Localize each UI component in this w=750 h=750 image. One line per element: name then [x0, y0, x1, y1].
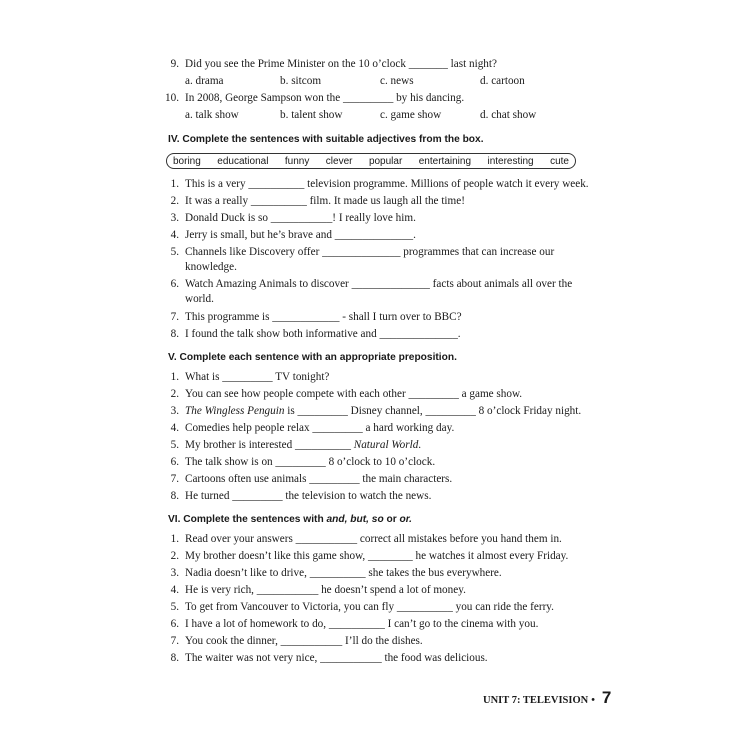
heading-text: or — [383, 514, 400, 525]
section-6-heading — [168, 513, 412, 526]
word-box-item: interesting — [487, 155, 534, 167]
item-number: 1. — [170, 533, 179, 545]
item-number: 8. — [170, 490, 179, 502]
item-number: 6. — [170, 278, 179, 290]
item-text: This is a very __________ television programme. Millions of people watch it every week. — [185, 178, 589, 190]
question-number: 10. — [165, 92, 179, 104]
item-number: 5. — [170, 601, 179, 613]
question-number: 9. — [170, 58, 179, 70]
item-number: 7. — [170, 635, 179, 647]
heading-words: and, but, so — [326, 514, 384, 525]
item-text: To get from Vancouver to Victoria, you can fly __________ you can ride the ferry. — [185, 601, 554, 613]
option-c: c. game show — [380, 109, 442, 121]
item-text: The talk show is on _________ 8 o’clock to 10 o’clock. — [185, 456, 436, 468]
item-text-rest: is _________ Disney channel, _________ 8 o’clock Friday night. — [284, 405, 582, 417]
item-text: He turned _________ the television to watch the news. — [185, 490, 432, 502]
page-footer — [483, 688, 611, 708]
word-box-item: boring — [173, 155, 201, 167]
item-text-start: My brother is interested __________ — [185, 439, 354, 451]
item-text: You cook the dinner, ___________ I’ll do the dishes. — [185, 635, 423, 647]
item-text: Cartoons often use animals _________ the main characters. — [185, 473, 453, 485]
item-number: 6. — [170, 456, 179, 468]
item-text — [185, 404, 581, 418]
item-text: My brother doesn’t like this game show, ________ he watches it almost every Friday. — [185, 550, 569, 562]
page-number: 7 — [601, 688, 612, 707]
question-text: Did you see the Prime Minister on the 10 o’clock _______ last night? — [185, 58, 497, 70]
item-number: 7. — [170, 473, 179, 485]
heading-text: VI. Complete the sentences with — [168, 514, 327, 525]
item-number: 3. — [170, 405, 179, 417]
heading-words: or. — [399, 514, 413, 525]
item-number: 3. — [170, 212, 179, 224]
item-text: He is very rich, ___________ he doesn’t spend a lot of money. — [185, 584, 466, 596]
bullet-separator: • — [591, 695, 595, 706]
question-text: In 2008, George Sampson won the _________ by his dancing. — [185, 92, 465, 104]
word-box — [166, 153, 576, 169]
option-d: d. cartoon — [480, 75, 525, 87]
item-text: Nadia doesn’t like to drive, __________ she takes the bus everywhere. — [185, 567, 502, 579]
item-number: 5. — [170, 439, 179, 451]
word-box-item: educational — [217, 155, 269, 167]
unit-title: UNIT 7: TELEVISION — [483, 695, 589, 706]
word-box-item: popular — [368, 155, 403, 167]
option-c: c. news — [380, 75, 414, 87]
item-text: Watch Amazing Animals to discover ______________ facts about animals all over the world. — [185, 278, 573, 305]
section-4-heading: IV. Complete the sentences with suitable adjectives from the box. — [168, 134, 484, 145]
item-text: Donald Duck is so ___________! I really love him. — [185, 212, 416, 224]
item-number: 2. — [170, 388, 179, 400]
item-number: 3. — [170, 567, 179, 579]
item-text — [185, 438, 421, 452]
programme-title: The Wingless Penguin — [185, 405, 285, 417]
item-number: 7. — [170, 311, 179, 323]
word-box-item: funny — [284, 155, 310, 167]
item-text: Comedies help people relax _________ a hard working day. — [185, 422, 455, 434]
item-number: 4. — [170, 422, 179, 434]
word-box-item: entertaining — [418, 155, 472, 167]
item-number: 1. — [170, 371, 179, 383]
item-number: 2. — [170, 550, 179, 562]
option-b: b. talent show — [280, 109, 343, 121]
programme-title: Natural World — [353, 439, 419, 451]
item-text: I have a lot of homework to do, __________ I can’t go to the cinema with you. — [185, 618, 539, 630]
item-number: 1. — [170, 178, 179, 190]
item-text: It was a really __________ film. It made us laugh all the time! — [185, 195, 465, 207]
item-text: The waiter was not very nice, ___________ the food was delicious. — [185, 652, 488, 664]
section-5-heading: V. Complete each sentence with an appropriate preposition. — [168, 352, 457, 363]
item-number: 2. — [170, 195, 179, 207]
item-text: Jerry is small, but he’s brave and ______________. — [185, 229, 416, 241]
option-d: d. chat show — [480, 109, 537, 121]
word-box-item: clever — [325, 155, 353, 167]
item-text-end: . — [418, 439, 422, 451]
item-text: This programme is ____________ - shall I turn over to BBC? — [185, 311, 462, 323]
option-b: b. sitcom — [280, 75, 322, 87]
item-text: Channels like Discovery offer ______________ programmes that can increase our knowledge. — [185, 246, 555, 273]
item-number: 8. — [170, 328, 179, 340]
item-text: Read over your answers ___________ correct all mistakes before you hand them in. — [185, 533, 562, 545]
item-text: You can see how people compete with each other _________ a game show. — [185, 388, 523, 400]
item-number: 8. — [170, 652, 179, 664]
item-number: 5. — [170, 246, 179, 258]
item-number: 4. — [170, 229, 179, 241]
item-text: What is _________ TV tonight? — [185, 371, 330, 383]
item-number: 6. — [170, 618, 179, 630]
item-number: 4. — [170, 584, 179, 596]
option-a: a. drama — [185, 75, 224, 87]
item-text: I found the talk show both informative and ______________. — [185, 328, 461, 340]
option-a: a. talk show — [185, 109, 239, 121]
word-box-item: cute — [550, 155, 569, 167]
